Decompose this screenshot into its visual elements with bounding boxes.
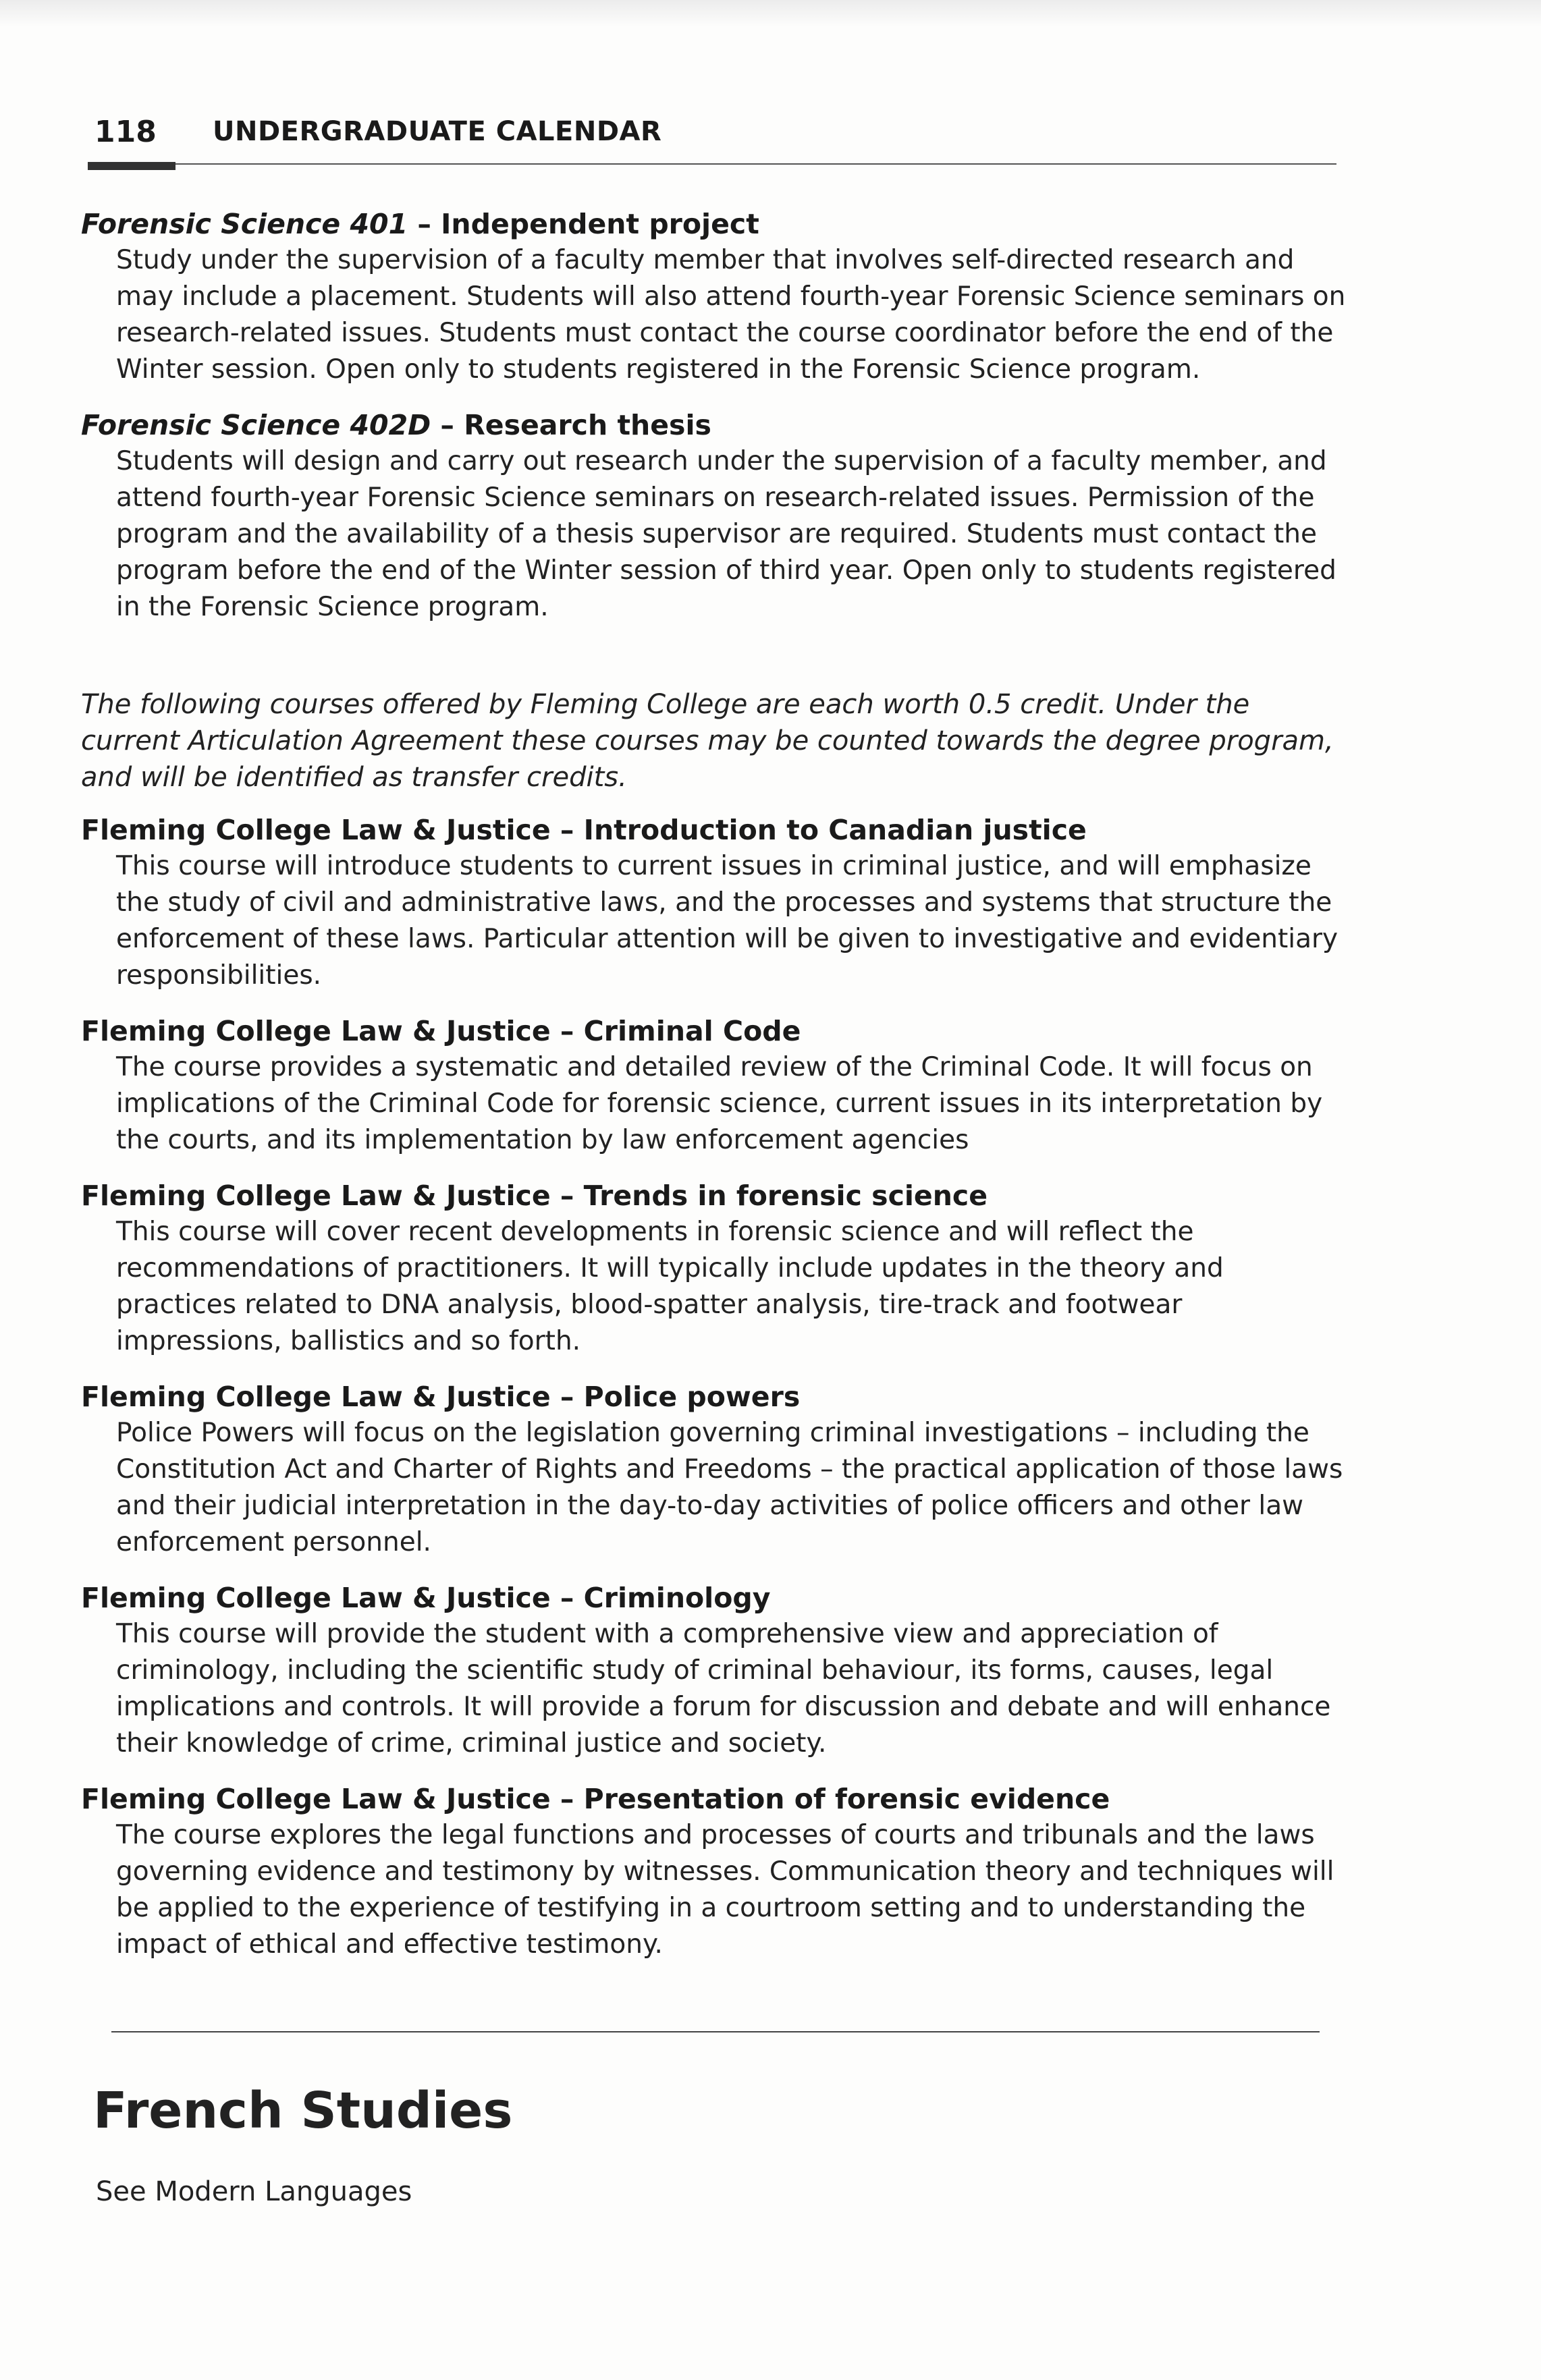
course-description: This course will provide the student with a comprehensive view and appreciation of criminology, including the scientific study of criminal behaviour, its forms, causes, legal implications and controls. It will provide a forum for discussion and debate and will enhance their knowledge of crime, criminal justice and society. xyxy=(116,1619,1331,1759)
course-code: Forensic Science 402D xyxy=(81,409,431,441)
course-title: Fleming College Law & Justice – Presentation of forensic evidence xyxy=(81,1783,1110,1815)
course-description: Study under the supervision of a faculty member that involves self-directed research and may include a placement. Students will also attend fourth-year Forensic Science seminars on research-related issues. Students must contact the course coordinator before the end of the Winter session. Open only to students registered in the Forensic Science program. xyxy=(116,245,1346,385)
course-title: Fleming College Law & Justice – Trends in forensic science xyxy=(81,1180,988,1212)
header-rule xyxy=(88,163,1336,165)
course-title xyxy=(81,407,1350,443)
section-heading: French Studies xyxy=(93,2082,513,2140)
title-separator: – xyxy=(408,208,441,240)
course-name: Research thesis xyxy=(464,409,711,441)
course-code: Forensic Science 401 xyxy=(81,208,408,240)
scan-edge-shading xyxy=(0,0,1541,27)
section-divider xyxy=(111,2031,1320,2032)
page-number: 118 xyxy=(94,115,157,149)
title-separator: – xyxy=(431,409,464,441)
course-title: Fleming College Law & Justice – Introduction to Canadian justice xyxy=(81,814,1087,846)
course-description: Students will design and carry out research under the supervision of a faculty member, and attend fourth-year Forensic Science seminars on research-related issues. Permission of the program and the availability of a thesis supervisor are required. Students must contact the program before the end of the Winter session of third year. Open only to students registered in the Forensic Science program. xyxy=(116,446,1336,622)
course-title: Fleming College Law & Justice – Criminology xyxy=(81,1582,771,1614)
transfer-credit-intro: The following courses offered by Fleming College are each worth 0.5 credit. Under the current Articulation Agreement these courses may be counted towards the degree program, and will be identified as transfer credits. xyxy=(81,689,1334,793)
course-description: The course explores the legal functions and processes of courts and tribunals and the laws governing evidence and testimony by witnesses. Communication theory and techniques will be applied to the experience of testifying in a courtroom setting and to understanding the impact of ethical and effective testimony. xyxy=(116,1820,1334,1960)
course-entry xyxy=(81,812,1350,994)
running-head: UNDERGRADUATE CALENDAR xyxy=(213,116,662,147)
course-description: This course will cover recent developments in forensic science and will reflect the recommendations of practitioners. It will typically include updates in the theory and practices related to DNA analysis, blood-spatter analysis, tire-track and footwear impressions, ballistics and so forth. xyxy=(116,1217,1224,1356)
page-header xyxy=(88,115,1336,169)
course-entry xyxy=(81,1781,1350,1963)
course-description: Police Powers will focus on the legislation governing criminal investigations – including the Constitution Act and Charter of Rights and Freedoms – the practical application of those laws and their judicial interpretation in the day-to-day activities of police officers and other law enforcement personnel. xyxy=(116,1418,1343,1557)
section-cross-reference: See Modern Languages xyxy=(96,2176,412,2207)
course-entry xyxy=(81,1013,1350,1159)
course-title: Fleming College Law & Justice – Criminal Code xyxy=(81,1015,801,1047)
course-entry xyxy=(81,1379,1350,1561)
course-entry xyxy=(81,1178,1350,1360)
course-entry xyxy=(81,1580,1350,1762)
course-name: Independent project xyxy=(441,208,759,240)
page-content xyxy=(81,206,1350,1982)
header-tab-marker xyxy=(88,162,175,170)
course-entry xyxy=(81,407,1350,626)
course-description: The course provides a systematic and detailed review of the Criminal Code. It will focus on implications of the Criminal Code for forensic science, current issues in its interpretation by the courts, and its implementation by law enforcement agencies xyxy=(116,1052,1323,1155)
course-entry xyxy=(81,206,1350,388)
course-title xyxy=(81,206,1350,242)
course-title: Fleming College Law & Justice – Police powers xyxy=(81,1381,801,1413)
course-description: This course will introduce students to current issues in criminal justice, and will emphasize the study of civil and administrative laws, and the processes and systems that structure the enforcement of these laws. Particular attention will be given to investigative and evidentiary responsibilities. xyxy=(116,851,1339,991)
